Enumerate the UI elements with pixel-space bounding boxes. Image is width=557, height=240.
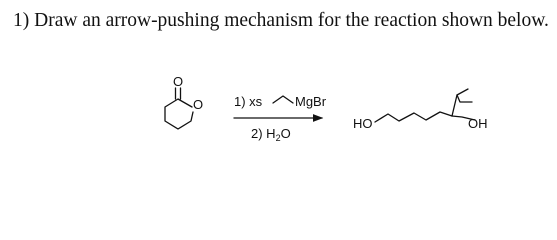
- product-hydroxyl-right: OH: [468, 116, 488, 131]
- carbonyl-oxygen-label: O: [172, 74, 184, 89]
- ring-oxygen-label: O: [192, 97, 204, 112]
- reaction-conditions: [234, 94, 327, 143]
- product-diol: [353, 89, 488, 131]
- question-prompt: Draw an arrow-pushing mechanism for the reaction shown below.: [34, 10, 549, 31]
- product-chain: [375, 112, 452, 122]
- lactone-ring: [165, 99, 193, 129]
- question-number: 1): [13, 10, 30, 31]
- vinyl-group: [273, 96, 293, 103]
- product-hydroxyl-left: HO: [353, 116, 373, 131]
- reactant-lactone: [165, 74, 203, 129]
- step1-label: 1) xs: [234, 94, 263, 109]
- grignard-reagent-label: MgBr: [295, 94, 327, 109]
- step2-label: 2) $H_2O$: [251, 126, 291, 143]
- vinyl-double-bond: [457, 95, 472, 102]
